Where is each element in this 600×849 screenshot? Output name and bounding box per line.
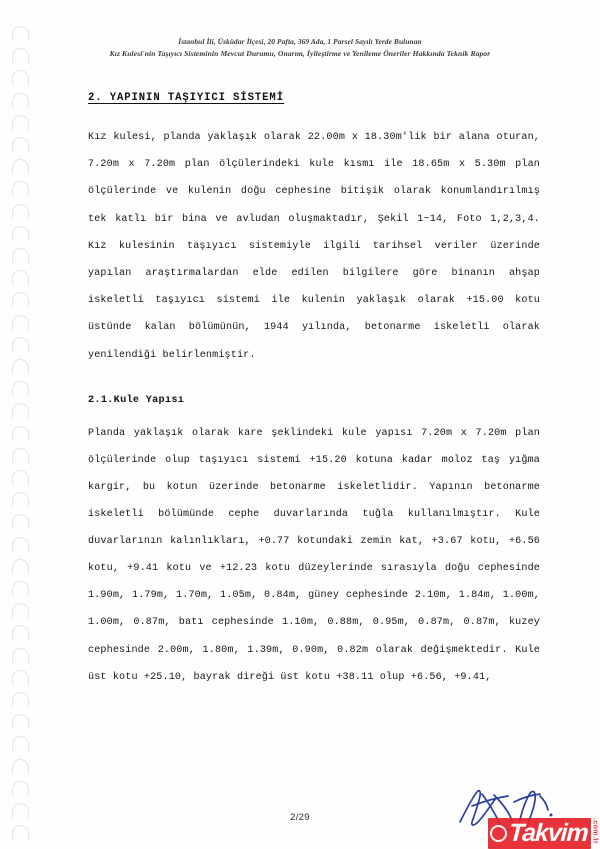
binding-hole	[12, 115, 29, 131]
page-number: 2/29	[290, 812, 310, 823]
binding-hole	[12, 448, 29, 464]
binding-hole	[12, 93, 29, 109]
binding-hole	[12, 403, 29, 419]
binding-hole	[12, 692, 29, 708]
watermark-tld-text: .com.tr	[591, 818, 599, 845]
subsection-heading: 2.1.Kule Yapısı	[88, 394, 185, 406]
binding-hole	[12, 714, 29, 730]
binding-hole	[12, 825, 29, 841]
binding-hole	[12, 159, 29, 175]
binding-hole	[12, 603, 29, 619]
binding-hole	[12, 648, 29, 664]
takvim-watermark	[488, 818, 599, 849]
binding-hole	[12, 70, 29, 86]
section-heading: 2. YAPININ TAŞIYICI SİSTEMİ	[88, 92, 284, 104]
binding-hole	[12, 137, 29, 153]
binding-hole	[12, 381, 29, 397]
binding-hole	[12, 781, 29, 797]
binding-hole	[12, 625, 29, 641]
binding-hole	[12, 670, 29, 686]
document-body	[88, 92, 540, 691]
binding-hole	[12, 759, 29, 775]
binding-hole	[12, 248, 29, 264]
binding-hole	[12, 292, 29, 308]
binding-hole	[12, 204, 29, 220]
watermark-badge	[488, 818, 591, 849]
binding-hole	[12, 48, 29, 64]
binding-hole	[12, 559, 29, 575]
header-line-one: İstanbul İli, Üsküdar İlçesi, 20 Pafta, 369 Ada, 1 Parsel Sayılı Yerde Bulunan	[178, 37, 422, 46]
binding-hole	[12, 736, 29, 752]
binding-hole	[12, 537, 29, 553]
header-line-two: Kız Kulesi'nin Taşıyıcı Sisteminin Mevcut Durumu, Onarım, İyileştirme ve Yenileme Öneriler Hakkında Teknik Rapor	[109, 48, 491, 58]
watermark-brand-text: Takvim	[508, 819, 589, 847]
document-running-header	[60, 36, 540, 59]
binding-hole	[12, 337, 29, 353]
paragraph-tower-structure: Planda yaklaşık olarak kare şeklindeki kule yapısı 7.20m x 7.20m plan ölçülerinde olup taşıyıcı sistemi +15.20 kotuna kadar moloz taş yığma kargir, bu kotun üzerinde betonarme iskeletlidir. Yapının betonarme iskeletli bölümünde cephe duvarlarında tuğla kullanılmıştır. Kule duvarlarının kalınlıkları, +0.77 kotundaki zemin kat, +3.67 kotu, +6.56 kotu, +9.41 kotu ve +12.23 kotu düzeylerinde sırasıyla doğu cephesinde 1.90m, 1.79m, 1.70m, 1.05m, 0.84m, güney cephesinde 2.10m, 1.84m, 1.00m, 1.00m, 0.87m, batı cephesinde 1.10m, 0.88m, 0.95m, 0.87m, 0.87m, kuzey cephesinde 2.00m, 1.80m, 1.39m, 0.90m, 0.82m olarak değişmektedir. Kule üst kotu +25.10, bayrak direği üst kotu +38.11 olup +6.56, +9.41,	[88, 427, 540, 683]
binding-hole	[12, 26, 29, 42]
binding-hole	[12, 181, 29, 197]
binding-hole	[12, 226, 29, 242]
watermark-circle-icon	[490, 825, 507, 842]
binding-hole	[12, 514, 29, 530]
binding-hole	[12, 359, 29, 375]
binding-hole	[12, 470, 29, 486]
binding-hole	[12, 492, 29, 508]
binding-hole	[12, 270, 29, 286]
paragraph-structural-system: Kız kulesi, planda yaklaşık olarak 22.00m x 18.30m'lik bir alana oturan, 7.20m x 7.20m plan ölçülerindeki kule kısmı ile 18.65m x 5.30m plan ölçülerinde ve kulenin doğu cephesine bitişik olarak konumlandırılmış tek katlı bir bina ve avludan oluşmaktadır, Şekil 1~14, Foto 1,2,3,4. Kız kulesinin taşıyıcı sistemiyle ilgili tarihsel veriler üzerinde yapılan araştırmalardan elde edilen bilgilere göre binanın ahşap iskeletli taşıyıcı sistemi ile kulenin yaklaşık olarak +15.00 kotu üstünde kalan bölümünün, 1944 yılında, betonarme iskeletli olarak yenilendiği belirlenmiştir.	[88, 132, 540, 361]
binding-hole	[12, 426, 29, 442]
binding-hole	[12, 581, 29, 597]
spiral-binding-holes	[0, 0, 42, 849]
binding-hole	[12, 315, 29, 331]
